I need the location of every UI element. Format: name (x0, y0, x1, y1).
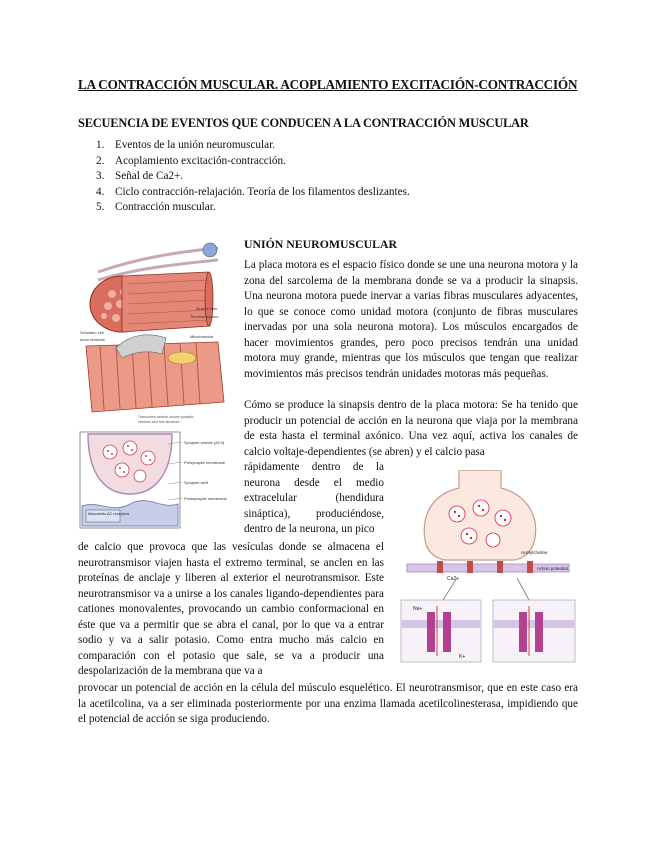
list-item: 5. Contracción muscular. (96, 201, 216, 213)
label-action-potential: Action potential (537, 566, 568, 571)
svg-text:vesicles and fine structure: vesicles and fine structure (138, 420, 180, 424)
list-item: 4. Ciclo contracción-relajación. Teoría de los filamentos deslizantes. (96, 185, 410, 198)
synapse-figure (397, 470, 579, 664)
label-receptors: Muscarinic AC receptors (88, 512, 130, 516)
label-presynaptic-membrane: Presynaptic membrane (184, 460, 226, 465)
section-subtitle: SECUENCIA DE EVENTOS QUE CONDUCEN A LA CONTRACCIÓN MUSCULAR (78, 116, 529, 130)
label-synaptic-vesicle: Synaptic vesicle (ACh) (184, 440, 225, 445)
svg-text:Transverse section shows synap: Transverse section shows synaptic (138, 415, 194, 419)
label-synaptic-cleft: Synaptic cleft (184, 480, 208, 485)
list-item: 2. Acoplamiento excitación-contracción. (96, 154, 286, 167)
label-axon-terminal: Axon terminal (80, 337, 105, 342)
label-k: K+ (459, 654, 466, 660)
list-item: 3. Señal de Ca2+. (96, 170, 184, 182)
section-title: UNIÓN NEUROMUSCULAR (244, 237, 398, 251)
page-title: LA CONTRACCIÓN MUSCULAR. ACOPLAMIENTO EXCITACIÓN-CONTRACCIÓN (78, 77, 578, 92)
list-item: 1. Eventos de la unión neuromuscular. (96, 139, 276, 151)
paragraph-sinapsis-middle: de calcio que provoca que las vesículas donde se almacena el neurotransmisor viajen hasta el extremo terminal, se anclen en las proteínas de anclaje y liberen al exterior el neurotransmisor. Este neurotransmisor va a unirse a los canales ligando-dependientes para cationes monovalentes, provocando un cambio conformacional en éste que va a permitir que se abra el canal, por lo que va a entrar sodio y va a salir potasio. Como entra mucho más calcio en comparación con el potasio que sale, se va a producir una despolarización de la membrana que va a (78, 541, 384, 677)
label-postsynaptic-membrane: Postsynaptic membrane (184, 496, 227, 501)
paragraph-sinapsis-end: provocar un potencial de acción en la célula del músculo esquelético. El neurotransmisor, que en este caso era la acetilcolina, va a ser eliminada posteriormente por una enzima llamada acetilcolinesterasa, impidiendo que el potencial de acción se siga produciendo. (78, 682, 578, 725)
label-terminal-bouton: Terminal bouton (190, 314, 219, 319)
label-muscle-fiber: Muscle fiber (196, 306, 218, 311)
paragraph-sinapsis-start: Cómo se produce la sinapsis dentro de la placa motora: Se ha tenido que producir un potencial de acción en la neurona que viaja por la membrana de esta hasta el terminal axónico. Una vez aquí, activa los canales de calcio voltaje-dependientes (se abren) y el calcio pasa (244, 399, 578, 458)
label-na: Na+ (413, 606, 423, 612)
label-mitochondria: Mitochondria (190, 334, 213, 339)
label-schwann-cell: Schwann cell (80, 330, 104, 335)
muscle-fiber-figure (78, 238, 240, 538)
paragraph-placa-motora: La placa motora es el espacio físico donde se une una neurona motora y la zona del sarcolema de la membrana donde se va a producir la sinapsis. Una neurona motora puede inervar a varias fibras musculares adyacentes, lo que se conoce como unidad motora (conjunto de fibras musculares inervadas por una sola neurona motora). Los músculos encargados de hacer movimientos grandes, pero poco precisos tendrán una unidad motora muy grande, mientras que los músculos que tengan que realizar movimientos más precisos tendrán unidades motoras más pequeñas. (244, 259, 578, 380)
steps-list (96, 138, 410, 216)
paragraph-sinapsis-narrow: rápidamente dentro de la neurona desde el medio extracelular (hendidura sináptica), produciéndose, dentro de la neurona, un pico (244, 461, 384, 535)
label-acetylcholine: Acetylcholine (521, 550, 548, 555)
label-ca: Ca2+ (447, 576, 460, 582)
